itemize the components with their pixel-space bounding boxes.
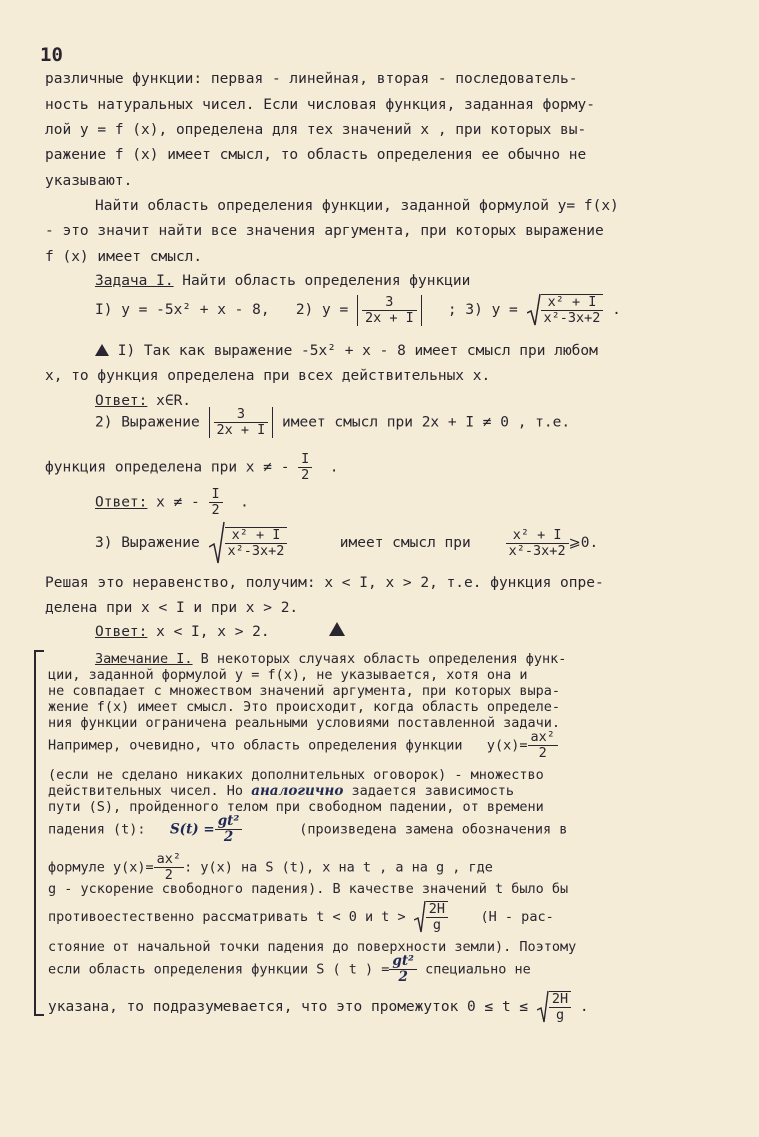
remark-line-13-sqrt: [414, 900, 448, 934]
remark-example-lhs: y(x)=: [486, 737, 528, 754]
page-number: 10: [40, 44, 63, 66]
remark-line-11-b: : y(x) на S (t), x на t , a на g , где: [184, 859, 493, 876]
fraction-denominator: g: [432, 917, 441, 933]
solution-3-prefix: 3) Выражение: [95, 535, 200, 551]
answer-label: Ответ:: [95, 494, 148, 511]
remark-line-16: [48, 990, 589, 1024]
definition-line-2: - это значит найти все значения аргумента, при которых выражение: [45, 223, 604, 239]
radical-sign: [414, 900, 426, 934]
fraction-numerator: ax²: [154, 852, 184, 868]
delta-icon: [95, 344, 109, 356]
fraction-denominator: 2: [211, 502, 220, 518]
answer-1-value: x∈R.: [147, 393, 192, 409]
solution-3-sqrt: [209, 521, 288, 565]
fraction-numerator: I: [298, 452, 312, 468]
solution-1-line-2: x, то функция определена при всех действительных x.: [45, 368, 491, 384]
answer-2: [95, 487, 249, 518]
answer-2-end: .: [240, 494, 249, 511]
fraction-denominator: g: [555, 1007, 565, 1023]
fraction-denominator: x²-3x+2: [508, 542, 566, 559]
remark-line-16-a: указана, то подразумевается, что это промежуток 0 ≤ t ≤: [48, 999, 529, 1015]
answer-3-value: x < I, x > 2.: [147, 624, 270, 640]
task-part-3-sqrt: [527, 293, 604, 327]
solution-3-condition-fraction: [506, 528, 569, 559]
intro-line-5: указывают.: [45, 173, 133, 189]
fraction-numerator: gt²: [215, 814, 243, 830]
fraction-numerator: x² + I: [506, 528, 569, 544]
remark-line-10-b: (произведена замена обозначения в: [299, 821, 568, 838]
remark-line-15-a: если область определения функции S ( t ) =: [48, 961, 390, 978]
task-formulas: [95, 293, 621, 327]
solution-2-abs: [209, 407, 274, 438]
remark-label: Замечание I.: [95, 651, 193, 667]
definition-line-1: Найти область определения функции, заданной формулой y= f(x): [95, 198, 619, 214]
remark-line-11-a: формуле y(x)=: [48, 859, 154, 876]
remark-line-11-fraction: [154, 852, 184, 883]
remark-line-14: стояние от начальной точки падения до поверхности земли). Поэтому: [48, 939, 577, 955]
radical-sign: [527, 293, 541, 327]
intro-line-2: ность натуральных чисел. Если числовая функция, заданная форму-: [45, 97, 595, 113]
answer-2-value: x ≠ -: [147, 494, 200, 511]
remark-line-5: ния функции ограничена реальными условиями поставленной задачи.: [48, 715, 561, 731]
remark-text: В некоторых случаях область определения функ-: [192, 651, 567, 667]
task-part-2-prefix: 2) y =: [295, 302, 349, 318]
answer-3: [95, 623, 270, 641]
remark-line-9: пути (S), пройденного телом при свободном падении, от времени: [48, 799, 544, 815]
remark-line-15-fraction: [389, 954, 417, 985]
remark-line-10-a: падения (t):: [48, 821, 146, 838]
fraction-denominator: 2: [538, 745, 547, 761]
end-of-solution-triangle-icon: [329, 622, 345, 636]
remark-bracket: [34, 650, 44, 1016]
remark-line-15: [48, 954, 531, 985]
answer-label: Ответ:: [95, 624, 148, 640]
remark-line-13-b: (H - рас-: [480, 909, 554, 925]
solution-2-line-2-end: .: [329, 459, 339, 476]
remark-example-fraction: [528, 730, 558, 761]
remark-line-11: [48, 852, 493, 883]
solution-3-line-1: [95, 521, 598, 565]
remark-line-13: [48, 900, 554, 934]
remark-line-3: не совпадает с множеством значений аргумента, при которых выра-: [48, 683, 561, 699]
fraction-numerator: gt²: [389, 954, 417, 970]
solution-1-line-1: [95, 342, 598, 360]
task-part-3-prefix: ; 3) y =: [447, 302, 518, 318]
task-end: .: [612, 302, 621, 318]
intro-line-3: лой y = f (x), определена для тех значений x , при которых вы-: [45, 122, 587, 138]
solution-2-line-2-fraction: [298, 452, 312, 483]
fraction-denominator: 2: [301, 467, 310, 483]
solution-1-text: I) Так как выражение -5x² + x - 8 имеет смысл при любом: [117, 343, 598, 359]
fraction-denominator: 2: [398, 969, 408, 985]
remark-line-7: (если не сделано никаких дополнительных оговорок) - множество: [48, 767, 544, 783]
solution-3-condition-end: ⩾0.: [568, 535, 599, 551]
task-part-2-abs: [357, 295, 422, 326]
remark-line-16-end: .: [579, 999, 589, 1015]
solution-3-fraction: [225, 527, 288, 559]
handwritten-insert: аналогично: [251, 783, 344, 799]
remark-line-10-fraction: [215, 814, 243, 845]
fraction-numerator: 2H: [426, 902, 448, 918]
fraction-denominator: 2x + I: [364, 309, 414, 326]
solution-2-line-1: [95, 407, 570, 438]
radical-sign: [209, 521, 225, 565]
remark-line-12: g - ускорение свободного падения). В качестве значений t было бы: [48, 881, 569, 897]
radical-sign: [537, 990, 549, 1024]
fraction-denominator: 2x + I: [216, 422, 266, 438]
fraction-numerator: 3: [362, 295, 417, 311]
task-part-2-fraction: [362, 295, 417, 326]
remark-line-16-fraction: [549, 991, 571, 1023]
fraction-denominator: 2: [164, 867, 173, 883]
remark-line-6-text: Например, очевидно, что область определения функции: [48, 737, 463, 754]
fraction-denominator: x²-3x+2: [543, 310, 601, 326]
remark-line-10-lhs: S(t) =: [169, 821, 215, 838]
fraction-numerator: I: [209, 487, 223, 503]
solution-3-line-2: Решая это неравенство, получим: x < I, x > 2, т.е. функция опре-: [45, 575, 604, 591]
fraction-numerator: x² + I: [225, 528, 288, 544]
remark-line-6: [48, 730, 558, 761]
solution-3-middle: имеет смысл при: [339, 535, 471, 551]
answer-label: Ответ:: [95, 393, 148, 409]
task-part-3-fraction: [541, 294, 604, 326]
task-part-1: I) y = -5x² + x - 8,: [95, 302, 270, 318]
solution-2-prefix: 2) Выражение: [95, 414, 200, 431]
remark-line-16-sqrt: [537, 990, 571, 1024]
remark-line-13-fraction: [426, 901, 448, 933]
solution-3-line-3: делена при x < I и при x > 2.: [45, 600, 299, 616]
fraction-denominator: 2: [223, 829, 234, 845]
fraction-numerator: 2H: [549, 992, 571, 1008]
solution-2-line-2-text: функция определена при x ≠ -: [45, 459, 290, 476]
remark-line-8-a: действительных чисел. Но: [48, 783, 252, 799]
definition-line-3: f (x) имеет смысл.: [45, 249, 203, 265]
remark-line-10: [48, 814, 567, 845]
remark-line-4: жение f(x) имеет смысл. Это происходит, когда область определе-: [48, 699, 561, 715]
fraction-numerator: x² + I: [541, 295, 604, 311]
task-heading: [95, 272, 470, 290]
solution-2-fraction: [214, 407, 269, 438]
intro-line-4: ражение f (x) имеет смысл, то область определения ее обычно не: [45, 147, 587, 163]
solution-2-line-2: [45, 452, 339, 483]
fraction-numerator: 3: [214, 407, 269, 423]
solution-2-suffix: имеет смысл при 2x + I ≠ 0 , т.е.: [282, 414, 571, 431]
intro-line-1: различные функции: первая - линейная, вторая - последователь-: [45, 71, 578, 87]
remark-line-13-a: противоестественно рассматривать t < 0 и t >: [48, 909, 406, 925]
remark-line-8-b: задается зависимость: [343, 783, 515, 799]
fraction-numerator: ax²: [528, 730, 558, 746]
fraction-denominator: x²-3x+2: [227, 543, 285, 559]
answer-2-fraction: [209, 487, 223, 518]
task-title: Найти область определения функции: [173, 273, 471, 289]
remark-line-2: ции, заданной формулой y = f(x), не указывается, хотя она и: [48, 667, 528, 683]
task-label: Задача I.: [95, 273, 174, 289]
remark-line-15-b: специально не: [416, 961, 531, 978]
